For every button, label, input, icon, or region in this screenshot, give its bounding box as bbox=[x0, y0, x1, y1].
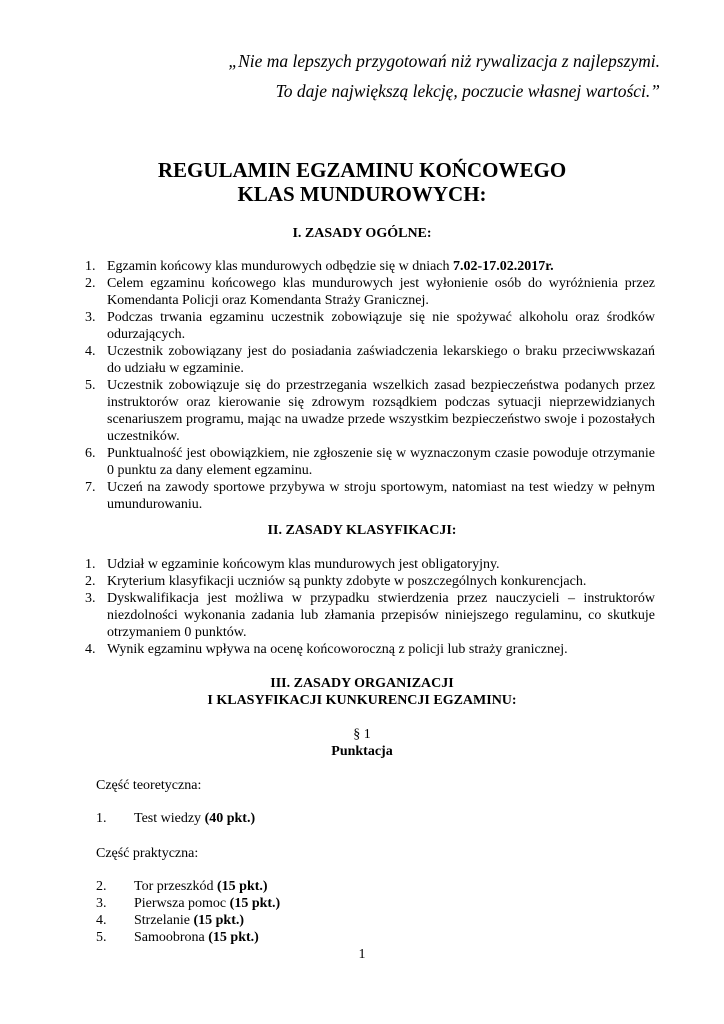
section-2-list bbox=[85, 556, 655, 658]
list-item: 4. Uczestnik zobowiązany jest do posiadania zaświadczenia lekarskiego o braku przeciwwskazań do udziału w egzaminie. bbox=[85, 344, 655, 376]
quote-line-1: „Nie ma lepszych przygotowań niż rywalizacja z najlepszymi. bbox=[228, 51, 660, 71]
list-item: 2. Kryterium klasyfikacji uczniów są punkty zdobyte w poszczególnych konkurencjach. bbox=[85, 574, 587, 589]
motto-quote bbox=[228, 46, 660, 106]
title-line-1: REGULAMIN EGZAMINU KOŃCOWEGO bbox=[157, 158, 567, 182]
list-item: 2. Celem egzaminu końcowego klas mundurowych jest wyłonienie osób do wyróżnienia przez Komendanta Policji oraz Komendanta Straży Granicznej. bbox=[85, 276, 655, 308]
list-item: 4. Wynik egzaminu wpływa na ocenę końcoworoczną z policji lub straży granicznej. bbox=[85, 642, 568, 657]
section-1-heading: I. ZASADY OGÓLNE: bbox=[292, 226, 432, 241]
list-item: 6. Punktualność jest obowiązkiem, nie zgłoszenie się w wyznaczonym czasie powoduje otrzymanie 0 punktu za dany element egzaminu. bbox=[85, 446, 655, 478]
list-item: 7. Uczeń na zawody sportowe przybywa w stroju sportowym, natomiast na test wiedzy w pełnym umundurowaniu. bbox=[85, 480, 655, 512]
paragraph-number: § 1 bbox=[353, 727, 371, 742]
list-item: 3. Dyskwalifikacja jest możliwa w przypadku stwierdzenia przez nauczycieli – instruktorów niezdolności wykonania zadania lub złamania przepisów niniejszego regulaminu, co skutkuje otrzymaniem 0 punktów. bbox=[85, 591, 655, 640]
section-3-heading-line-1: III. ZASADY ORGANIZACJI bbox=[270, 676, 454, 691]
quote-line-2: To daje największą lekcję, poczucie własnej wartości.” bbox=[275, 81, 660, 101]
section-1-list bbox=[85, 258, 655, 513]
list-item: 1. Egzamin końcowy klas mundurowych odbędzie się w dniach 7.02-17.02.2017r. bbox=[85, 259, 554, 274]
document-page: „Nie ma lepszych przygotowań niż rywalizacja z najlepszymi. To daje największą lekcję, poczucie własnej wartości.” REGULAMIN EGZAMINU KOŃCOWEGO KLAS MUNDUROWYCH: I. ZASADY OGÓLNE: 1. Egzamin końcowy klas mundurowych odbędzie się w dniach 7.02-17.02.2017r. 2. Celem egzaminu końcowego klas mundurowych jest wyłonienie osób do wyróżnienia przez Komendanta Policji oraz Komendanta Straży Granicznej. 3. Podczas trwania egzaminu uczestnik zobowiązuje się nie spożywać alkoholu oraz środków odurzających. 4. Uczestnik zobowiązany jest do posiadania zaświadczenia lekarskiego o braku przeciwwskazań do udziału w egzaminie. 5. Uczestnik zobowiązuje się do przestrzegania wszelkich zasad bezpieczeństwa podanych przez instruktorów oraz kierowanie się zdrowym rozsądkiem podczas sytuacji nieprzewidzianych scenariuszem programu, mając na uwadze przede wszystkim bezpieczeństwo swoje i pozostałych uczestników. 6. Punktualność jest obowiązkiem, nie zgłoszenie się w wyznaczonym czasie powoduje otrzymanie 0 punktu za dany element egzaminu. 7. Uczeń na zawody sportowe przybywa w stroju sportowym, natomiast na test wiedzy w pełnym umundurowaniu. II. ZASADY KLASYFIKACJI: 1. Udział w egzaminie końcowym klas mundurowych jest obligatoryjny. 2. Kryterium klasyfikacji uczniów są punkty zdobyte w poszczególnych konkurencjach. 3. Dyskwalifikacja jest możliwa w przypadku stwierdzenia przez nauczycieli – instruktorów niezdolności wykonania zadania lub złamania przepisów niniejszego regulaminu, co skutkuje otrzymaniem 0 punktów. 4. Wynik egzaminu wpływa na ocenę końcoworoczną z policji lub straży granicznej. III. ZASADY ORGANIZACJI I KLASYFIKACJI KUNKURENCJI EGZAMINU: § 1 Punktacja Część teoretyczna: 1. Test wiedzy (40 pkt.) Część praktyczna: 2. Tor przeszkód (15 pkt.) 3. Pierwsza pomoc (15 pkt.) 4. Strzelanie (15 pkt.) 5. Samoobrona (15 pkt.) 1 bbox=[0, 0, 724, 1024]
practice-label: Część praktyczna: bbox=[96, 846, 199, 861]
page-number: 1 bbox=[358, 947, 366, 962]
theory-label: Część teoretyczna: bbox=[96, 778, 202, 793]
list-item: 5. Uczestnik zobowiązuje się do przestrzegania wszelkich zasad bezpieczeństwa podanych przez instruktorów oraz kierowanie się zdrowym rozsądkiem podczas sytuacji nieprzewidzianych scenariuszem programu, mając na uwadze przede wszystkim bezpieczeństwo swoje i pozostałych uczestników. bbox=[85, 378, 655, 444]
title-line-2: KLAS MUNDUROWYCH: bbox=[237, 182, 487, 206]
list-item: 3. Podczas trwania egzaminu uczestnik zobowiązuje się nie spożywać alkoholu oraz środków odurzających. bbox=[85, 310, 655, 342]
section-2-heading: II. ZASADY KLASYFIKACJI: bbox=[267, 523, 457, 538]
list-item: 1. Udział w egzaminie końcowym klas mundurowych jest obligatoryjny. bbox=[85, 557, 500, 572]
section-3-heading-line-2: I KLASYFIKACJI KUNKURENCJI EGZAMINU: bbox=[207, 693, 517, 708]
document-title bbox=[0, 158, 724, 206]
paragraph-title: Punktacja bbox=[331, 744, 393, 759]
